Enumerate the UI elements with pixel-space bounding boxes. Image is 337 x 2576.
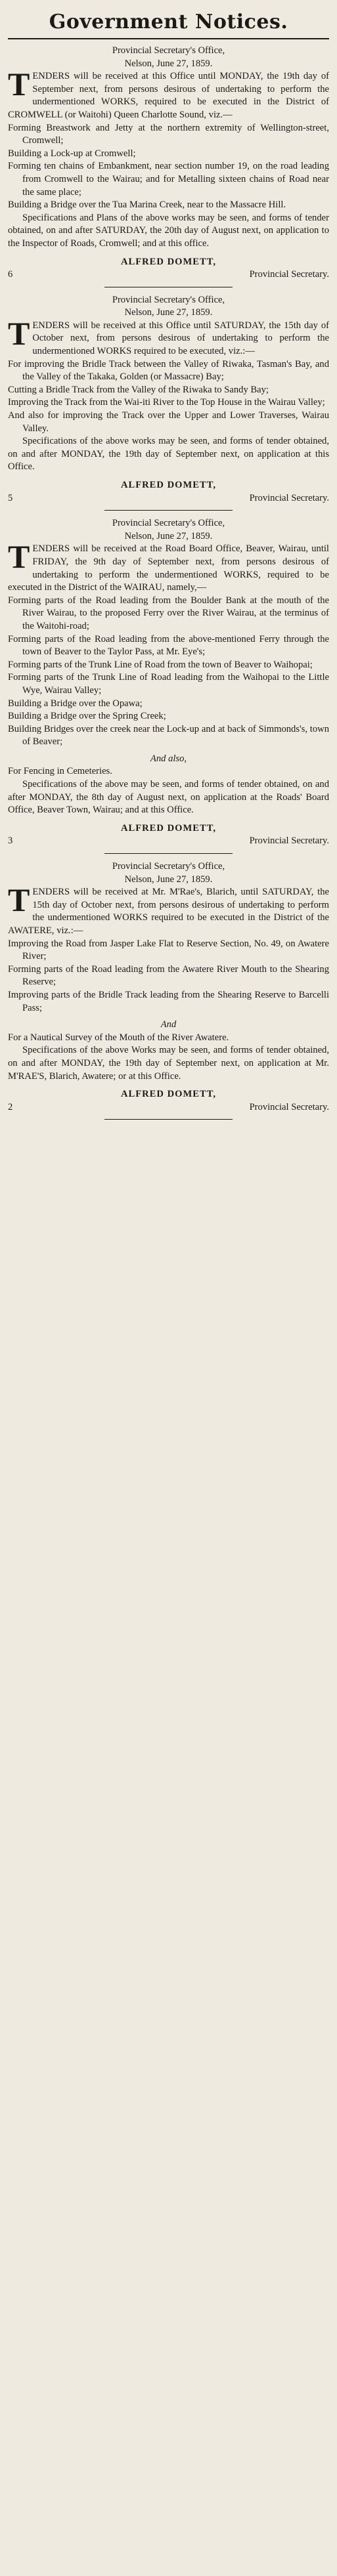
signatory-name: ALFRED DOMETT,: [120, 480, 217, 490]
work-item: And also for improving the Track over the Upper and Lower Traverses, Wairau Valley.: [8, 410, 329, 434]
specifications-paragraph: Specifications and Plans of the above works may be seen, and forms of tender obtained, on and after SATURDAY, the 20th day of August next, on application to the Inspector of Roads, Cromwell; and at this office.: [8, 212, 329, 249]
signatory-title: Provincial Secretary.: [249, 1101, 329, 1112]
work-item: For Fencing in Cemeteries.: [8, 766, 112, 777]
work-item: Improving the Road from Jasper Lake Flat to Reserve Section, No. 49, on Awatere River;: [8, 938, 329, 962]
work-item: Forming parts of the Road leading from the Boulder Bank at the mouth of the River Wairau, to the proposed Ferry over the River Wairau, at the terminus of the Waitohi-road;: [8, 595, 329, 631]
specifications-paragraph: Specifications of the above Works may be seen, and forms of tender obtained, on and after MONDAY, the 19th day of September next, on application at Mr. M'RAE'S, Blarich, Awatere; or at this Office.: [8, 1045, 329, 1082]
signatory-name: ALFRED DOMETT,: [120, 256, 217, 267]
notice-number: 2: [8, 1101, 13, 1112]
notice-number: 3: [8, 835, 13, 847]
signatory-title: Provincial Secretary.: [249, 492, 329, 503]
work-item: Building Bridges over the creek near the Lock-up and at back of Simmonds's, town of Beaver;: [8, 723, 329, 748]
notice-footer: [8, 835, 329, 848]
office-header-line: Nelson, June 27, 1859.: [124, 58, 213, 69]
notice-footer: [8, 1101, 329, 1114]
tender-opening: TENDERS will be received at Mr. M'Rae's, Blarich, until SATURDAY, the 15th day of October next, from persons desirous of undertaking to perform the undermentioned WORKS required to be executed in the District of the AWATERE, viz.:—: [8, 881, 329, 936]
tender-notice: [8, 860, 329, 1114]
office-header-line: Provincial Secretary's Office,: [112, 294, 225, 305]
divider-rule: [104, 1119, 233, 1120]
office-header-line: Provincial Secretary's Office,: [112, 861, 225, 872]
divider-rule: [104, 853, 233, 854]
work-item: Cutting a Bridle Track from the Valley of the Riwaka to Sandy Bay;: [8, 384, 269, 395]
office-header-line: Nelson, June 27, 1859.: [124, 530, 213, 541]
signatory-title: Provincial Secretary.: [249, 835, 329, 847]
work-item: Forming parts of the Trunk Line of Road from the town of Beaver to Waihopai;: [8, 659, 313, 670]
notice-number: 5: [8, 492, 13, 503]
tender-opening: TENDERS will be received at the Road Board Office, Beaver, Wairau, until FRIDAY, the 9th day of September next, from persons desirous of undertaking to perform the undermentioned WORKS, required to be executed in the District of the WAIRAU, namely,—: [8, 538, 329, 593]
office-header-line: Provincial Secretary's Office,: [112, 45, 225, 56]
work-item: Forming parts of the Road leading from the above-mentioned Ferry through the town of Beaver to the Taylor Pass, at Mr. Eye's;: [8, 633, 329, 658]
work-item: Building a Bridge over the Tua Marina Creek, near to the Massacre Hill.: [8, 200, 286, 211]
tender-opening: TENDERS will be received at this Office until MONDAY, the 19th day of September next, from persons desirous of undertaking to perform the undermentioned WORKS, required to be executed in the District of CROMWELL (or Waitohi) Queen Charlotte Sound, viz.—: [8, 66, 329, 120]
work-item: For improving the Bridle Track between the Valley of Riwaka, Tasman's Bay, and the Valley of the Takaka, Golden (or Massacre) Bay;: [8, 358, 329, 383]
specifications-paragraph: Specifications of the above may be seen, and forms of tender obtained, on and after MONDAY, the 8th day of August next, on application at the Roads' Board Office, Beaver Town, Wairau; and at this Office.: [8, 779, 329, 816]
tender-notice: [8, 45, 329, 282]
notice-number: 6: [8, 269, 13, 280]
signatory-title: Provincial Secretary.: [249, 269, 329, 280]
notice-footer: [8, 268, 329, 282]
notice-list: [8, 45, 329, 1120]
also-label: And: [160, 1019, 177, 1030]
newspaper-column: [8, 8, 329, 2560]
signatory-name: ALFRED DOMETT,: [120, 1089, 217, 1100]
office-header-line: Nelson, June 27, 1859.: [124, 874, 213, 885]
tender-opening: TENDERS will be received at this Office until SATURDAY, the 15th day of October next, from persons desirous of undertaking to perform the undermentioned WORKS required to be executed, viz.:—: [8, 314, 329, 357]
office-header-line: Provincial Secretary's Office,: [112, 518, 225, 529]
work-item: Improving the Track from the Wai-iti River to the Top House in the Wairau Valley;: [8, 397, 325, 408]
also-label: And also,: [150, 753, 187, 764]
specifications-paragraph: Specifications of the above works may be seen, and forms of tender obtained, on and after MONDAY, the 19th day of September next, on application at this Office.: [8, 436, 329, 473]
work-item: Building a Lock-up at Cromwell;: [8, 148, 136, 159]
work-item: Forming ten chains of Embankment, near section number 19, on the road leading from Cromwell to the Wairau; and for Metalling sixteen chains of Road near the same place;: [8, 161, 329, 198]
notice-footer: [8, 492, 329, 505]
masthead: Government Notices.: [8, 8, 329, 39]
work-item: For a Nautical Survey of the Mouth of the River Awatere.: [8, 1032, 229, 1043]
work-item: Improving parts of the Bridle Track leading from the Shearing Reserve to Barcelli Pass;: [8, 989, 329, 1013]
work-item: Forming parts of the Trunk Line of Road leading from the Waihopai to the Little Wye, Wairau Valley;: [8, 672, 329, 696]
work-item: Building a Bridge over the Spring Creek;: [8, 711, 166, 722]
office-header-line: Nelson, June 27, 1859.: [124, 307, 213, 318]
divider-rule: [104, 510, 233, 511]
work-item: Building a Bridge over the Opawa;: [8, 698, 143, 709]
signatory-name: ALFRED DOMETT,: [120, 822, 217, 834]
tender-notice: [8, 517, 329, 848]
work-item: Forming Breastwork and Jetty at the northern extremity of Wellington-street, Cromwell;: [8, 122, 329, 146]
work-item: Forming parts of the Road leading from the Awatere River Mouth to the Shearing Reserve;: [8, 963, 329, 988]
tender-notice: [8, 294, 329, 505]
